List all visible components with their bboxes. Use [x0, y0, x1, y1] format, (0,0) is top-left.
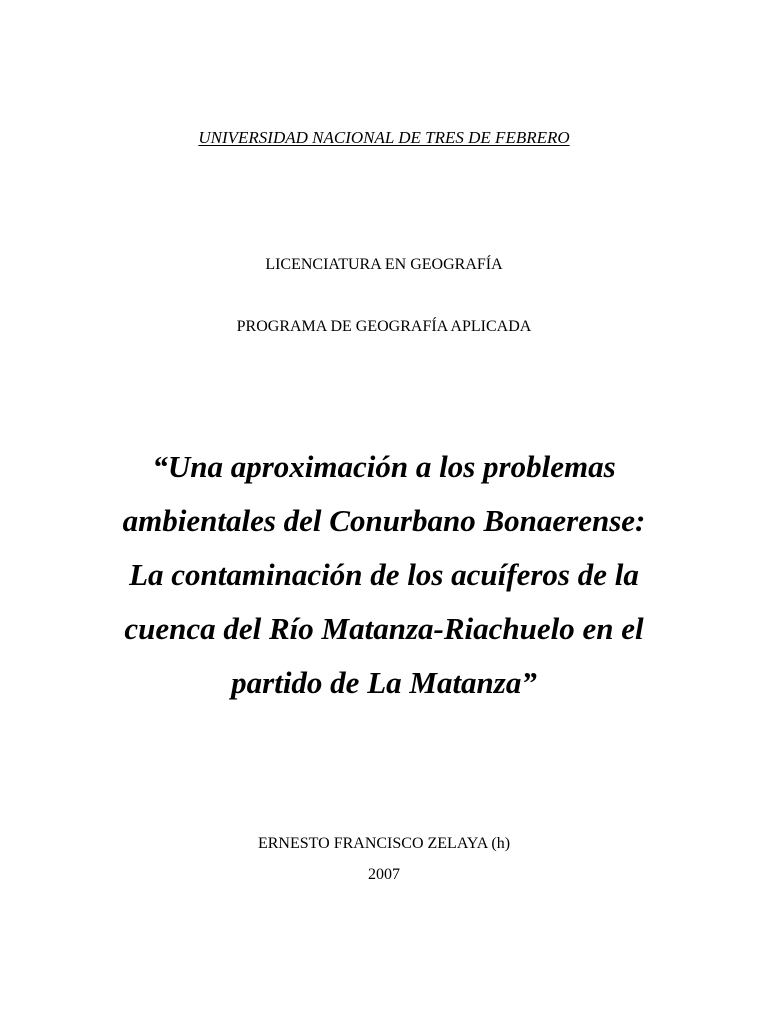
- title-line-5: partido de La Matanza”: [231, 665, 537, 700]
- title-line-3: La contaminación de los acuíferos de la: [129, 557, 639, 592]
- thesis-title: [0, 440, 768, 710]
- author-name: ERNESTO FRANCISCO ZELAYA (h): [257, 835, 511, 852]
- publication-year: 2007: [368, 866, 400, 883]
- title-line-1: “Una aproximación a los problemas: [152, 449, 616, 484]
- program-name: PROGRAMA DE GEOGRAFÍA APLICADA: [236, 318, 532, 335]
- degree-name: LICENCIATURA EN GEOGRAFÍA: [265, 256, 503, 273]
- title-line-2: ambientales del Conurbano Bonaerense:: [122, 503, 646, 538]
- university-name: UNIVERSIDAD NACIONAL DE TRES DE FEBRERO: [198, 128, 570, 147]
- title-line-4: cuenca del Río Matanza-Riachuelo en el: [124, 611, 644, 646]
